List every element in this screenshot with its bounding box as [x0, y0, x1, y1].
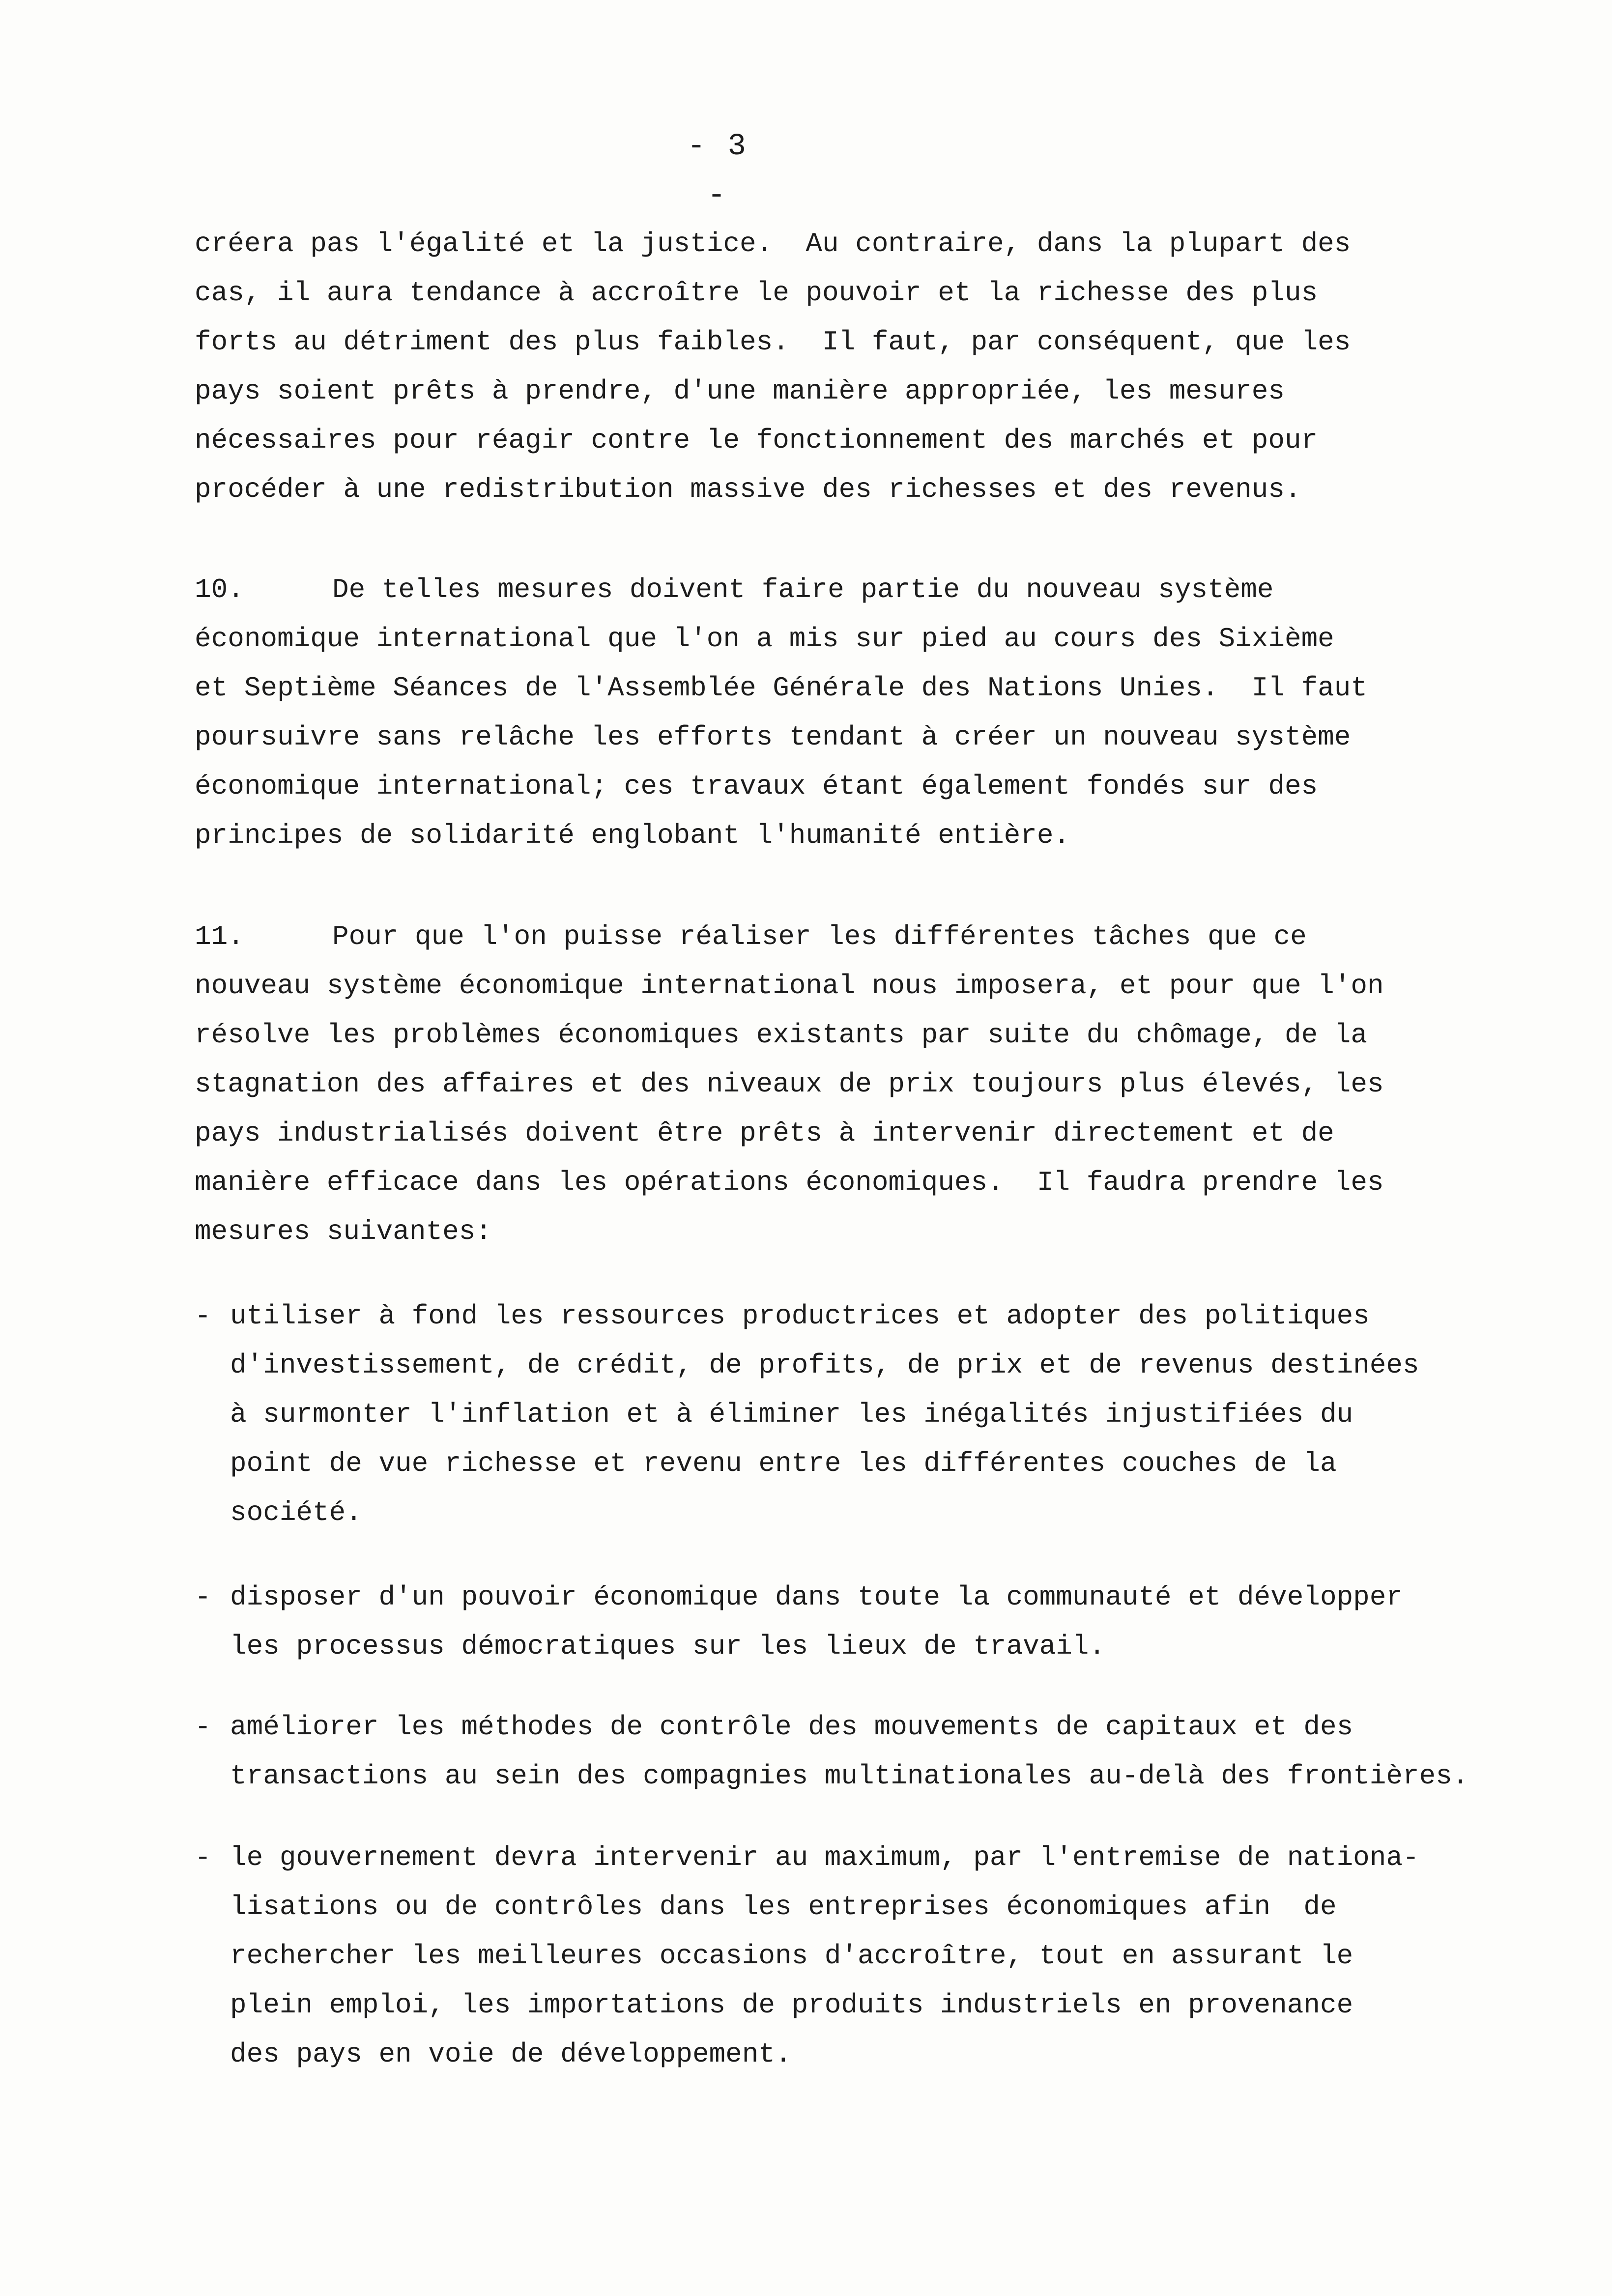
text-line: nécessaires pour réagir contre le fonctionnement des marchés et pour	[195, 425, 1318, 456]
text-line: nouveau système économique international nous imposera, et pour que l'on	[195, 970, 1384, 1002]
text-line: Pour que l'on puisse réaliser les différentes tâches que ce	[332, 921, 1307, 952]
bullet-item	[195, 1292, 1527, 1537]
text-line: transactions au sein des compagnies multinationales au-delà des frontières.	[230, 1760, 1469, 1792]
text-line: manière efficace dans les opérations économiques. Il faudra prendre les	[195, 1167, 1384, 1198]
text-line: à surmonter l'inflation et à éliminer les inégalités injustifiées du	[230, 1399, 1353, 1430]
text-line: principes de solidarité englobant l'humanité entière.	[195, 820, 1070, 851]
text-line: rechercher les meilleures occasions d'accroître, tout en assurant le	[230, 1940, 1353, 1972]
text-line: et Septième Séances de l'Assemblée Générale des Nations Unies. Il faut	[195, 672, 1367, 704]
bullet-dash: -	[195, 1581, 211, 1613]
text-line: pays soient prêts à prendre, d'une manière appropriée, les mesures	[195, 375, 1285, 407]
bullet-dash: -	[195, 1711, 211, 1743]
paragraph-11	[195, 912, 1492, 1256]
bullet-dash: -	[195, 1842, 211, 1873]
paragraph-first-line	[195, 565, 1492, 614]
text-line: pays industrialisés doivent être prêts à intervenir directement et de	[195, 1118, 1334, 1149]
text-line: cas, il aura tendance à accroître le pouvoir et la richesse des plus	[195, 277, 1318, 309]
text-line: forts au détriment des plus faibles. Il faut, par conséquent, que les	[195, 326, 1351, 358]
text-line: des pays en voie de développement.	[230, 2038, 792, 2070]
text-line: stagnation des affaires et des niveaux de prix toujours plus élevés, les	[195, 1068, 1384, 1100]
text-line: d'investissement, de crédit, de profits, de prix et de revenus destinées	[230, 1349, 1419, 1381]
paragraph-number: 11.	[195, 921, 244, 952]
text-line: créera pas l'égalité et la justice. Au contraire, dans la plupart des	[195, 228, 1351, 259]
paragraph-10	[195, 565, 1492, 860]
text-line: plein emploi, les importations de produits industriels en provenance	[230, 1989, 1353, 2021]
text-line: De telles mesures doivent faire partie du nouveau système	[332, 574, 1274, 605]
bullet-dash: -	[195, 1300, 211, 1332]
text-line: les processus démocratiques sur les lieux de travail.	[230, 1631, 1106, 1662]
text-line: lisations ou de contrôles dans les entreprises économiques afin de	[230, 1891, 1337, 1923]
bullet-item	[195, 1702, 1527, 1801]
text-line: procéder à une redistribution massive des richesses et des revenus.	[195, 474, 1301, 505]
text-line: disposer d'un pouvoir économique dans toute la communauté et développer	[230, 1581, 1403, 1613]
bullet-item	[195, 1573, 1527, 1671]
text-line: le gouvernement devra intervenir au maximum, par l'entremise de nationa-	[230, 1842, 1419, 1873]
text-line: utiliser à fond les ressources productrices et adopter des politiques	[230, 1300, 1370, 1332]
text-line: améliorer les méthodes de contrôle des mouvements de capitaux et des	[230, 1711, 1353, 1743]
page-number: - 3 -	[687, 129, 748, 213]
text-line: société.	[230, 1497, 362, 1528]
bullet-item	[195, 1833, 1527, 2079]
text-line: économique international; ces travaux étant également fondés sur des	[195, 771, 1318, 802]
paragraph-number: 10.	[195, 574, 244, 605]
text-line: économique international que l'on a mis sur pied au cours des Sixième	[195, 623, 1334, 655]
intro-paragraph	[195, 219, 1492, 514]
paragraph-first-line	[195, 912, 1492, 961]
text-line: mesures suivantes:	[195, 1216, 492, 1247]
text-line: point de vue richesse et revenu entre les différentes couches de la	[230, 1448, 1337, 1479]
text-line: poursuivre sans relâche les efforts tendant à créer un nouveau système	[195, 721, 1351, 753]
text-line: résolve les problèmes économiques existants par suite du chômage, de la	[195, 1019, 1367, 1051]
